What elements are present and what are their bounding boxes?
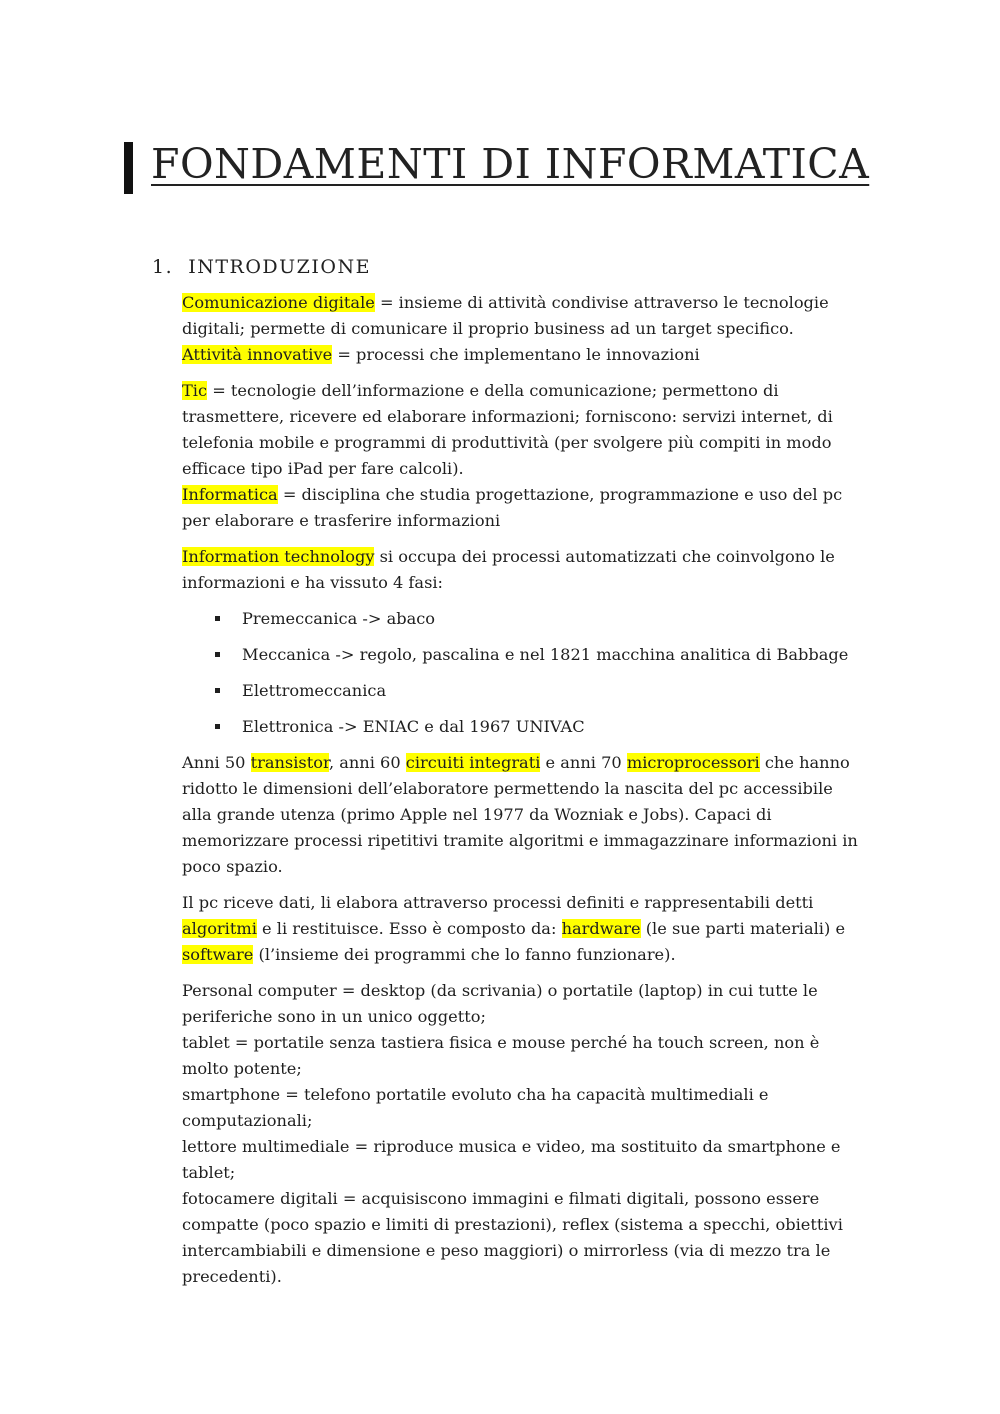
paragraph-tic: [182, 378, 862, 482]
highlight-term: circuiti integrati: [405, 753, 541, 772]
definition-text: = tecnologie dell’informazione e della comunicazione; permettono di trasmettere, ricevere ed elaborare informazioni; forniscono: servizi internet, di telefonia mobile e programmi di produttività (per svolgere più compiti in modo efficace tipo iPad per fare calcoli).: [182, 381, 833, 478]
text-run: e anni 70: [540, 753, 627, 772]
section-heading: [152, 256, 371, 278]
list-item-text: Premeccanica -> abaco: [242, 609, 436, 628]
highlight-term: hardware: [561, 919, 641, 938]
device-fotocamere-digitali: fotocamere digitali = acquisiscono immagini e filmati digitali, possono essere compatte (poco spazio e limiti di prestazioni), reflex (sistema a specchi, obiettivi intercambiabili e dimensione e peso maggiori) o mirrorless (via di mezzo tra le precedenti).: [182, 1189, 843, 1286]
definition-text: = disciplina che studia progettazione, programmazione e uso del pc per elaborare e trasferire informazioni: [182, 485, 843, 530]
text-run: (l’insieme dei programmi che lo fanno funzionare).: [253, 945, 676, 964]
list-item-text: Meccanica -> regolo, pascalina e nel 1821 macchina analitica di Babbage: [242, 645, 849, 664]
device-personal-computer: Personal computer = desktop (da scrivania) o portatile (laptop) in cui tutte le periferiche sono in un unico oggetto;: [182, 981, 818, 1026]
square-bullet-icon: [215, 652, 220, 657]
paragraph-pc: [182, 890, 862, 968]
square-bullet-icon: [215, 724, 220, 729]
highlight-term: microprocessori: [626, 753, 760, 772]
paragraph-decades: [182, 750, 862, 880]
section-number: 1.: [152, 256, 174, 278]
highlight-term: Tic: [182, 381, 208, 400]
highlight-term: transistor: [250, 753, 329, 772]
list-item: [182, 642, 862, 668]
definition-text: si occupa dei processi automatizzati che coinvolgono le informazioni e ha vissuto 4 fasi:: [182, 547, 835, 592]
list-item: [182, 678, 862, 704]
highlight-term: algoritmi: [182, 919, 257, 938]
highlight-term: Comunicazione digitale: [182, 293, 375, 312]
text-run: Il pc riceve dati, li elabora attraverso processi definiti e rappresentabili detti: [182, 893, 814, 912]
text-run: , anni 60: [328, 753, 406, 772]
paragraph-informatica: [182, 482, 862, 534]
paragraph-attivita-innovative: [182, 342, 862, 368]
device-lettore-multimediale: lettore multimediale = riproduce musica e video, ma sostituito da smartphone e tablet;: [182, 1137, 841, 1182]
highlight-term: Attività innovative: [182, 345, 333, 364]
definition-text: = processi che implementano le innovazioni: [332, 345, 700, 364]
text-run: Anni 50: [182, 753, 251, 772]
device-smartphone: smartphone = telefono portatile evoluto cha ha capacità multimediali e computazionali;: [182, 1085, 769, 1130]
highlight-term: Information technology: [182, 547, 375, 566]
section-title: INTRODUZIONE: [188, 256, 371, 278]
square-bullet-icon: [215, 616, 220, 621]
list-item-text: Elettromeccanica: [242, 681, 387, 700]
paragraph-comunicazione-digitale: [182, 290, 862, 342]
list-item-text: Elettronica -> ENIAC e dal 1967 UNIVAC: [242, 717, 585, 736]
highlight-term: software: [182, 945, 254, 964]
phases-list: [182, 606, 862, 740]
highlight-term: Informatica: [182, 485, 278, 504]
paragraph-information-technology: [182, 544, 862, 596]
section-body: [182, 290, 862, 1290]
text-run: e li restituisce. Esso è composto da:: [256, 919, 562, 938]
title-accent-bar: [124, 142, 133, 194]
square-bullet-icon: [215, 688, 220, 693]
device-tablet: tablet = portatile senza tastiera fisica e mouse perché ha touch screen, non è molto potente;: [182, 1033, 820, 1078]
list-item: [182, 714, 862, 740]
list-item: [182, 606, 862, 632]
text-run: (le sue parti materiali) e: [640, 919, 846, 938]
text-run: che hanno ridotto le dimensioni dell’elaboratore permettendo la nascita del pc accessibile alla grande utenza (primo Apple nel 1977 da Wozniak e Jobs). Capaci di memorizzare processi ripetitivi tramite algoritmi e immagazzinare informazioni in poco spazio.: [182, 753, 858, 876]
page-title: FONDAMENTI DI INFORMATICA: [151, 140, 870, 188]
definition-text: = insieme di attività condivise attraverso le tecnologie digitali; permette di comunicare il proprio business ad un target specifico.: [182, 293, 829, 338]
